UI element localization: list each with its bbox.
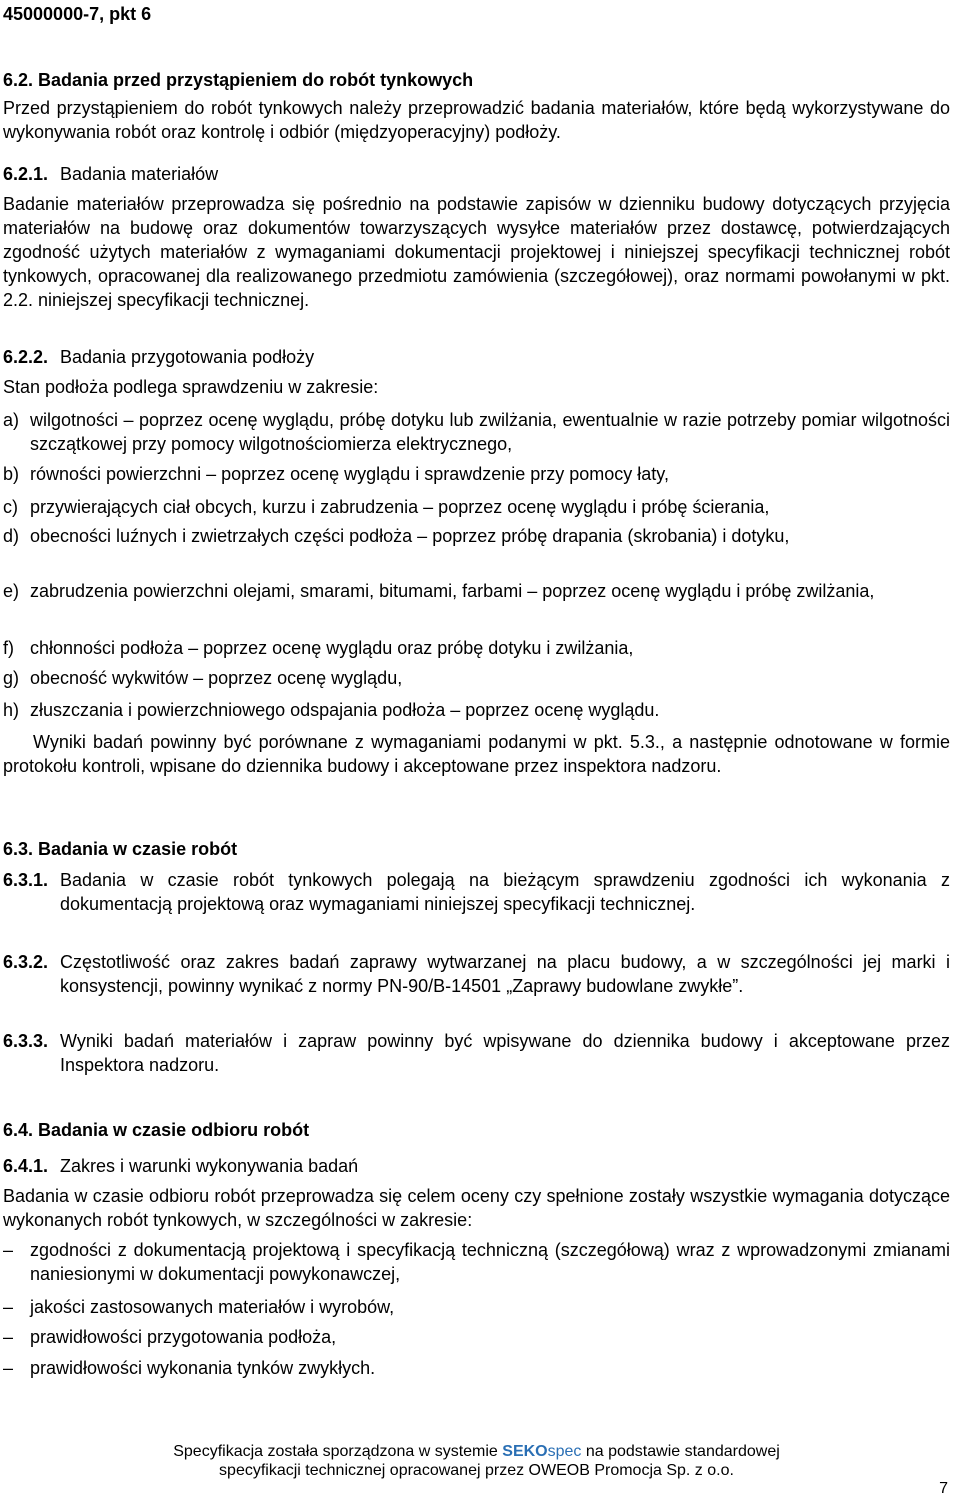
list-text: zabrudzenia powierzchni olejami, smarami, bitumami, farbami – poprzez ocenę wyglądu i próbę zwilżania, <box>30 581 875 601</box>
document-code: 45000000-7, pkt 6 <box>3 4 152 24</box>
list-text: obecności luźnych i zwietrzałych części podłoża – poprzez próbę drapania (skrobania) i dotyku, <box>30 526 790 546</box>
subsection-item <box>3 868 950 916</box>
section-title: Badania materiałów <box>60 164 219 184</box>
list-item <box>3 462 950 486</box>
footer-text: na podstawie standardowej <box>585 1443 780 1460</box>
sekospec-logo <box>502 1443 581 1460</box>
section-number: 6.2.1. <box>3 164 49 184</box>
list-item <box>3 698 950 722</box>
section-6-2-title: 6.2. Badania przed przystąpieniem do robót tynkowych <box>3 70 474 90</box>
section-number: 6.2.2. <box>3 347 49 367</box>
section-6-4-1-body: Badania w czasie odbioru robót przeprowadza się celem oceny czy spełnione zostały wszystkie wymagania dotyczące wykonanych robót tynkowych, w szczególności w zakresie: <box>3 1186 950 1230</box>
list-item <box>3 1356 950 1380</box>
section-title: Zakres i warunki wykonywania badań <box>60 1156 359 1176</box>
section-number: 6.4.1. <box>3 1156 49 1176</box>
footer-text: Specyfikacja została sporządzona w systemie <box>173 1443 498 1460</box>
list-text: obecność wykwitów – poprzez ocenę wyglądu, <box>30 668 403 688</box>
list-item <box>3 1238 950 1286</box>
section-title: Badania przygotowania podłoży <box>60 347 315 367</box>
footer-line-2: specyfikacji technicznej opracowanej przez OWEOB Promocja Sp. z o.o. <box>219 1462 734 1479</box>
logo-seko: SEKO <box>502 1443 548 1460</box>
list-label: f) <box>3 638 14 658</box>
section-number: 6.3.3. <box>3 1031 49 1051</box>
list-text: prawidłowości przygotowania podłoża, <box>30 1327 337 1347</box>
list-dash: – <box>3 1327 14 1347</box>
list-item <box>3 636 950 660</box>
logo-spec: spec <box>547 1443 582 1460</box>
section-6-2-1-heading <box>3 162 950 186</box>
section-number: 6.3.1. <box>3 870 49 890</box>
list-label: g) <box>3 668 20 688</box>
list-text: wilgotności – poprzez ocenę wyglądu, próbę dotyku lub zwilżania, ewentualnie w razie potrzeby pomiar wilgotności szczątkowej przy pomocy wilgotnościomierza elektrycznego, <box>30 410 950 454</box>
subsection-item <box>3 1029 950 1077</box>
list-dash: – <box>3 1240 14 1260</box>
list-text: zgodności z dokumentacją projektową i specyfikacją techniczną (szczegółową) wraz z wprowadzonymi zmianami naniesionymi w dokumentacji powykonawczej, <box>30 1240 950 1284</box>
list-item <box>3 579 950 603</box>
list-item <box>3 1325 950 1349</box>
section-6-2-intro: Przed przystąpieniem do robót tynkowych należy przeprowadzić badania materiałów, które będą wykorzystywane do wykonywania robót oraz kontrolę i odbiór (międzyoperacyjny) podłoży. <box>3 98 950 142</box>
section-6-4-title: 6.4. Badania w czasie odbioru robót <box>3 1120 310 1140</box>
list-text: równości powierzchni – poprzez ocenę wyglądu i sprawdzenie przy pomocy łaty, <box>30 464 669 484</box>
footer-line-1 <box>3 1442 950 1461</box>
list-text: chłonności podłoża – poprzez ocenę wyglądu oraz próbę dotyku i zwilżania, <box>30 638 634 658</box>
subsection-text: Badania w czasie robót tynkowych polegają na bieżącym sprawdzeniu zgodności ich wykonania z dokumentacją projektową oraz wymaganiami niniejszej specyfikacji technicznej. <box>60 870 950 914</box>
section-6-2-1-body: Badanie materiałów przeprowadza się pośrednio na podstawie zapisów w dzienniku budowy dotyczących przyjęcia materiałów na budowę oraz dokumentów towarzyszących wysyłce materiałów przez dostawcę, potwierdzających zgodność użytych materiałów z wymaganiami dokumentacji projektowej i niniejszej specyfikacji technicznej robót tynkowych, opracowanej dla realizowanego przedmiotu zamówienia (szczegółowej), oraz normami powołanymi w pkt. 2.2. niniejszej specyfikacji technicznej. <box>3 194 950 310</box>
list-text: prawidłowości wykonania tynków zwykłych. <box>30 1358 376 1378</box>
subsection-text: Częstotliwość oraz zakres badań zaprawy wytwarzanej na placu budowy, a w szczególności jej marki i konsystencji, powinny wynikać z normy PN-90/B-14501 „Zaprawy budowlane zwykłe”. <box>60 952 950 996</box>
section-6-3-title: 6.3. Badania w czasie robót <box>3 839 238 859</box>
list-text: złuszczania i powierzchniowego odspajania podłoża – poprzez ocenę wyglądu. <box>30 700 660 720</box>
list-item <box>3 495 950 519</box>
list-dash: – <box>3 1358 14 1378</box>
section-number: 6.3.2. <box>3 952 49 972</box>
list-item <box>3 1295 950 1319</box>
list-label: a) <box>3 410 20 430</box>
list-item <box>3 408 950 456</box>
section-6-2-2-outro: Wyniki badań powinny być porównane z wymaganiami podanymi w pkt. 5.3., a następnie odnotowane w formie protokołu kontroli, wpisane do dziennika budowy i akceptowane przez inspektora nadzoru. <box>3 732 950 776</box>
list-dash: – <box>3 1297 14 1317</box>
subsection-item <box>3 950 950 998</box>
list-item <box>3 524 950 548</box>
section-6-4-1-heading <box>3 1154 950 1178</box>
list-label: e) <box>3 581 20 601</box>
page-footer <box>3 1442 950 1480</box>
section-6-2-2-intro: Stan podłoża podlega sprawdzeniu w zakresie: <box>3 377 379 397</box>
page-number: 7 <box>939 1480 948 1497</box>
list-label: h) <box>3 700 20 720</box>
list-item <box>3 666 950 690</box>
section-6-2-2-heading <box>3 345 950 369</box>
list-label: d) <box>3 526 20 546</box>
list-text: przywierających ciał obcych, kurzu i zabrudzenia – poprzez ocenę wyglądu i próbę ścierania, <box>30 497 770 517</box>
list-label: b) <box>3 464 20 484</box>
list-label: c) <box>3 497 18 517</box>
subsection-text: Wyniki badań materiałów i zapraw powinny być wpisywane do dziennika budowy i akceptowane przez Inspektora nadzoru. <box>60 1031 950 1075</box>
list-text: jakości zastosowanych materiałów i wyrobów, <box>30 1297 395 1317</box>
